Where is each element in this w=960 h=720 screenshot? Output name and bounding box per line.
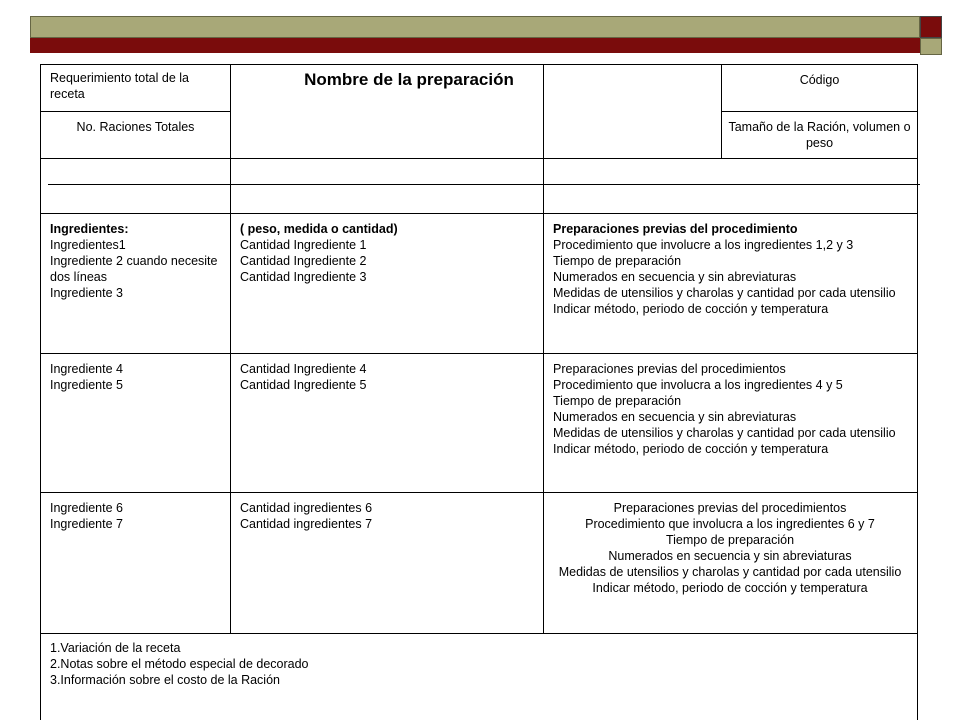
recipe-notes: 1.Variación de la receta 2.Notas sobre el método especial de decorado 3.Información sobre el costo de la Ración [50, 641, 309, 687]
quantity-list: Cantidad Ingrediente 1 Cantidad Ingrediente 2 Cantidad Ingrediente 3 [240, 238, 367, 284]
requerimiento-label: Requerimiento total de la receta [50, 71, 189, 101]
procedure-text: Preparaciones previas del procedimientos Procedimiento que involucra a los ingredientes 4 y 5 Tiempo de preparación Numerados en secuencia y sin abreviaturas Medidas de utensilios y charolas y cantidad por cada utensilio Indicar método, periodo de cocción y temperatura [553, 362, 896, 456]
header-square-olive [920, 38, 942, 55]
tamano-label: Tamaño de la Ración, volumen o peso [728, 120, 911, 150]
procedure-text: Preparaciones previas del procedimientos Procedimiento que involucra a los ingredientes 6 y 7 Tiempo de preparación Numerados en secuencia y sin abreviaturas Medidas de utensilios y charolas y cantidad por cada utensilio Indicar método, periodo de cocción y temperatura [558, 501, 902, 595]
raciones-label: No. Raciones Totales [76, 120, 195, 134]
recipe-name-title: Nombre de la preparación [304, 70, 514, 89]
quantity-list: Cantidad ingredientes 6 Cantidad ingredientes 7 [240, 501, 373, 531]
ingredients-list: Ingredientes1 Ingrediente 2 cuando necesite dos líneas Ingrediente 3 [50, 238, 218, 300]
quantity-list: Cantidad Ingrediente 4 Cantidad Ingrediente 5 [240, 362, 367, 392]
codigo-label: Código [799, 73, 840, 87]
ingredients-cell [50, 221, 225, 301]
procedure-text: Procedimiento que involucre a los ingredientes 1,2 y 3 Tiempo de preparación Numerados en secuencia y sin abreviaturas Medidas de utensilios y charolas y cantidad por cada utensilio Indicar método, periodo de cocción y temperatura [553, 238, 896, 316]
procedure-heading: Preparaciones previas del procedimiento [553, 222, 798, 236]
ingredients-list: Ingrediente 6 Ingrediente 7 [50, 501, 123, 531]
quantity-cell [240, 221, 540, 285]
quantity-heading: ( peso, medida o cantidad) [240, 222, 398, 236]
ingredients-heading: Ingredientes: [50, 222, 129, 236]
header-bar-maroon [30, 38, 920, 53]
ingredients-list: Ingrediente 4 Ingrediente 5 [50, 362, 123, 392]
header-square-maroon [920, 16, 942, 38]
procedure-cell [553, 221, 913, 317]
header-bar-olive [30, 16, 920, 38]
